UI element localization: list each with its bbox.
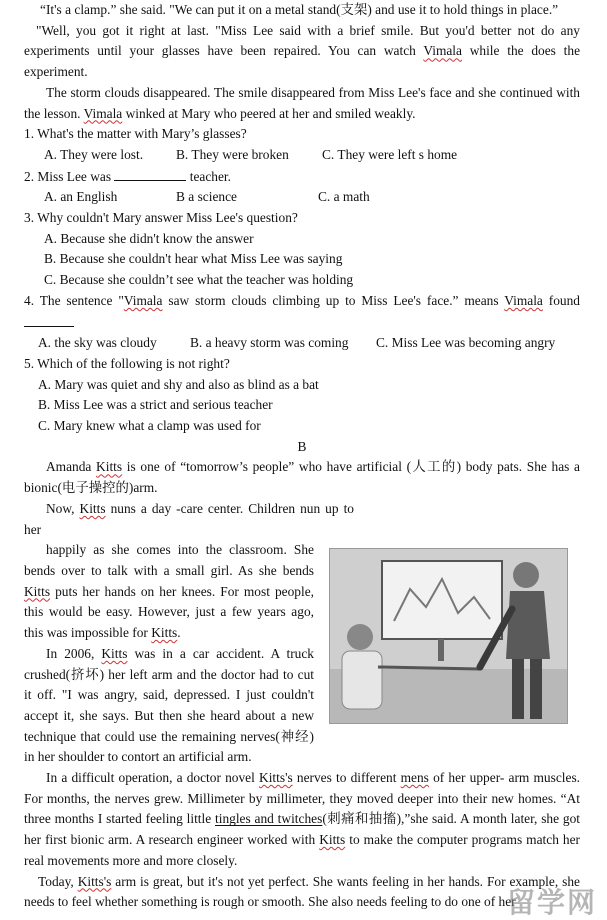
name-kitts: Kitts's [259,770,293,786]
paragraph-operation: In a difficult operation, a doctor novel Kitts's nerves to different mens of her upper- arm muscles. For months, the nerves grew. Millimeter by millimeter, they moved deeper into their new homes. “At three months I started feeling little tingles and twitches(刺痛和抽搐),”she said. A month later, she got her first bionic arm. A research engineer worked with Kitts to make the computer programs match her real movements more and more closely. [24,770,580,868]
answer-blank[interactable] [24,312,74,327]
name-kitts: Kitts [319,832,346,848]
section-b-label: B [297,438,307,454]
option-b[interactable]: B a science [176,189,237,205]
answer-blank[interactable] [114,166,186,181]
option-b[interactable]: B. They were broken [176,146,289,162]
name-kitts: Kitts's [77,873,112,889]
option-b[interactable]: B. a heavy storm was coming [190,335,349,351]
name-vimala: Vimala [423,43,462,59]
option-a[interactable]: A. They were lost. [44,146,144,162]
name-kitts: Kitts [101,645,128,661]
option-a[interactable]: A. Mary was quiet and shy and also as blind as a bat [38,376,319,392]
paragraph-today: Today, Kitts's arm is great, but it's not yet perfect. She wants feeling in her hands. For example, she needs to feel whether something is rough or smooth. She also needs feeling to do one of her [24,873,580,910]
name-kitts: Kitts [79,500,106,516]
paragraph-now: Now, Kitts nuns a day -care center. Children nun up to her [24,500,354,537]
question-1-options [24,145,580,166]
option-b[interactable]: B. Because she couldn't hear what Miss Lee was saying [44,251,343,267]
question-3: 3. Why couldn't Mary answer Miss Lee's question? [24,210,298,226]
option-a[interactable]: A. the sky was cloudy [38,335,157,351]
question-2: 2. Miss Lee was teacher. [24,166,580,188]
paragraph-amanda: Amanda Kitts is one of “tomorrow’s people” who have artificial (人工的) body pats. She has a bionic(电子操控的)arm. [24,459,580,496]
person-woman [513,562,539,588]
paragraph-now-cont: happily as she comes into the classroom. She bends over to talk with a small girl. As she bends Kitts puts her hands on her knees. For most people, this would be easy. However, just a few years ago, this was impossible for Kitts. [24,542,314,641]
option-c[interactable]: C. They were left s home [322,146,458,162]
question-1: 1. What's the matter with Mary’s glasses? [24,126,247,142]
watermark-logo: 留学网 [506,886,597,920]
cable-line [378,667,480,669]
word-mens: mens [400,770,429,786]
option-a[interactable]: A. Because she didn't know the answer [44,230,254,246]
name-kitts: Kitts [24,583,51,599]
option-c[interactable]: C. Because she couldn’t see what the teacher was holding [44,272,354,288]
document-page [24,0,580,913]
name-vimala: Vimala [83,105,123,121]
paragraph-storm: The storm clouds disappeared. The smile disappeared from Miss Lee's face and she continued with the lesson. Vimala winked at Mary who peered at her and smiled weakly. [24,84,580,121]
photo-bionic-arm-demo [329,548,568,724]
question-4: 4. The sentence "Vimala saw storm clouds climbing up to Miss Lee's face.” means Vimala found [24,291,580,333]
question-5: 5. Which of the following is not right? [24,355,230,371]
name-kitts: Kitts [151,625,178,641]
name-kitts: Kitts [96,459,123,475]
paragraph-well: "Well, you got it right at last. "Miss Lee said with a brief smile. But you'd better not do any experiments until your glasses have been repaired. You can watch Vimala while the does the experiment. [24,22,581,80]
name-vimala: Vimala [504,292,543,308]
option-c[interactable]: C. a math [318,189,370,205]
option-c[interactable]: C. Mary knew what a clamp was used for [38,418,261,434]
monitor-screen [382,561,502,639]
paragraph-2006: In 2006, Kitts was in a car accident. A truck crushed(挤坏) her left arm and the doctor had to cut it off. "I was angry, said, depressed. I just couldn't accept it, she says. But then she heard about a new technique that could use the remaining nerves(神经) in her shoulder to contort an artificial arm. [24,645,314,765]
option-c[interactable]: C. Miss Lee was becoming angry [376,335,556,351]
option-b[interactable]: B. Miss Lee was a strict and serious teacher [38,397,273,413]
phrase-tingles: tingles and twitches [215,811,323,827]
question-4-options [24,333,580,354]
question-2-options [24,187,580,208]
person-man [347,624,373,650]
paragraph-clamp: “It's a clamp.” she said. "We can put it on a metal stand(支架) and use it to hold things in place.” [40,2,559,17]
name-vimala: Vimala [123,292,163,308]
photo-illustration [330,549,567,723]
option-a[interactable]: A. an English [44,189,118,205]
